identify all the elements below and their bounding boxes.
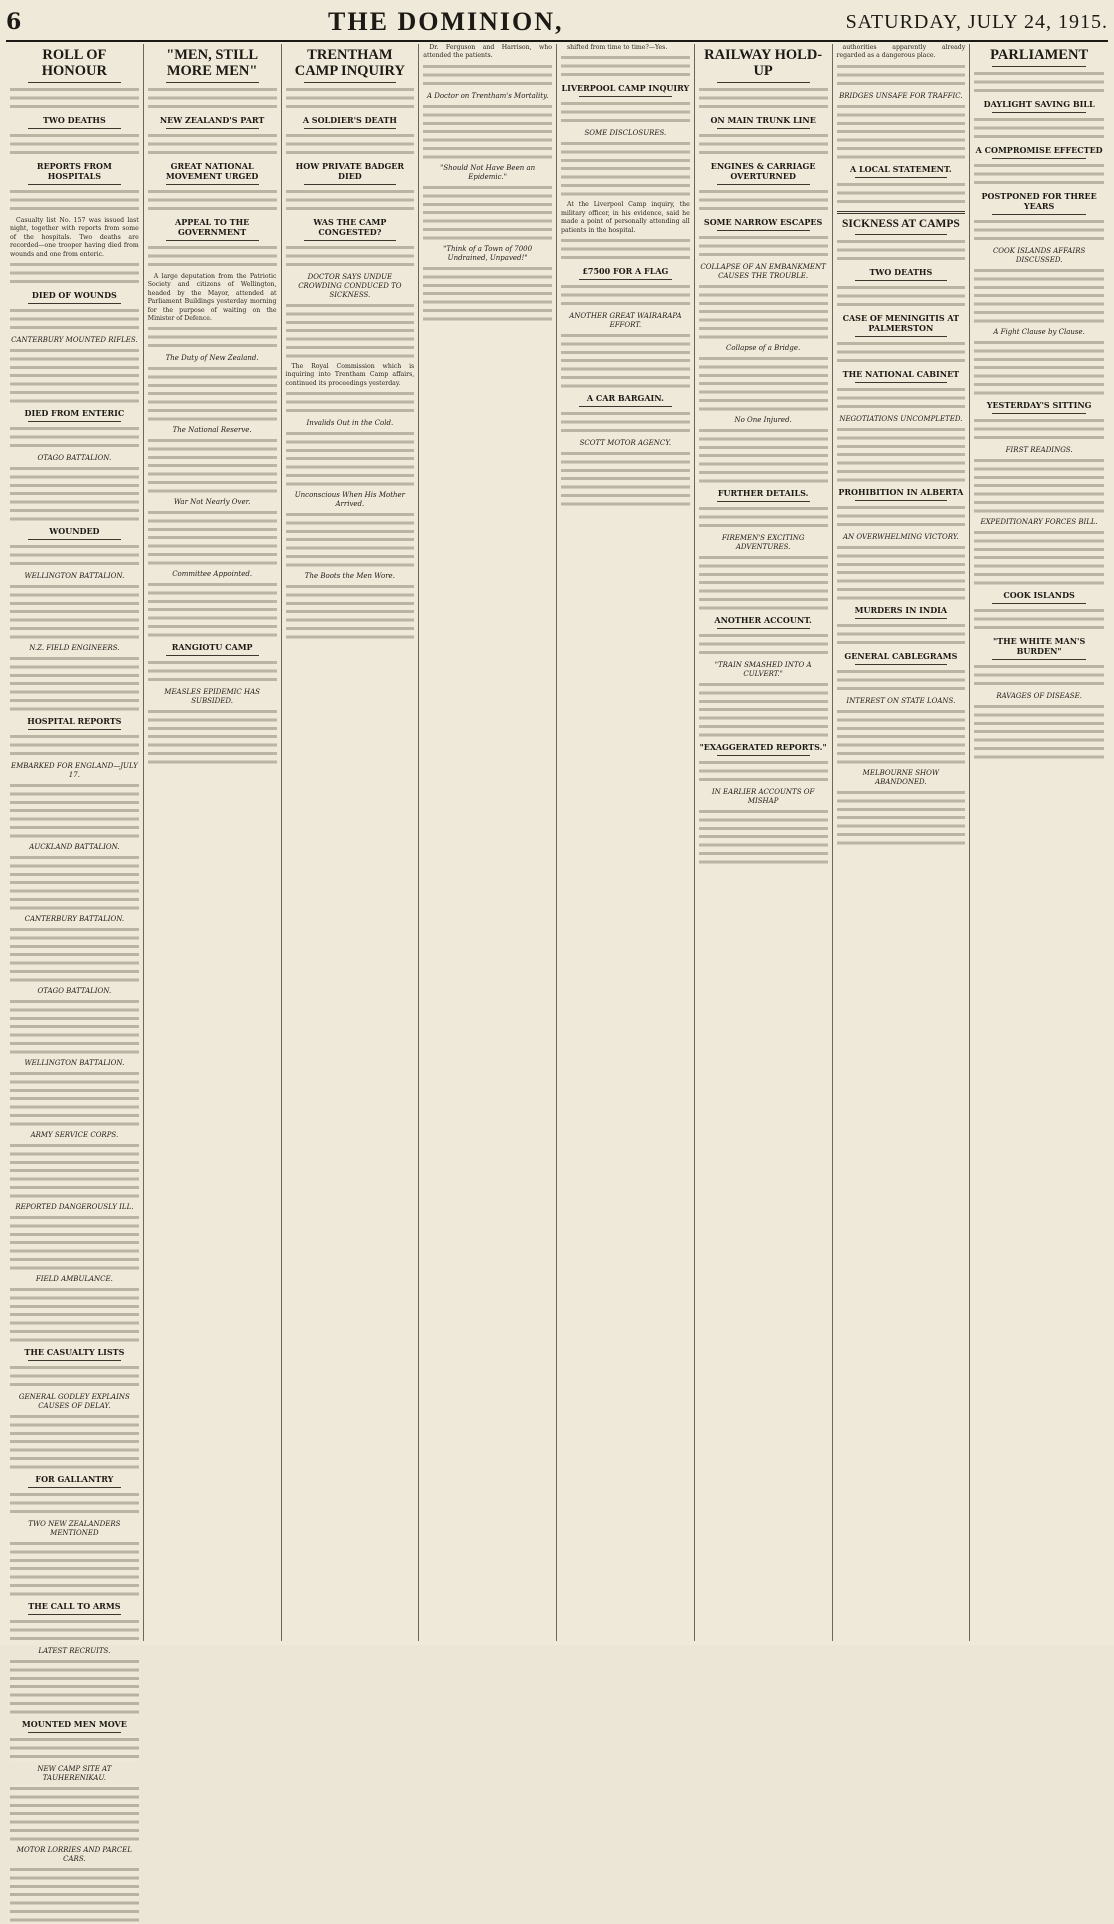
heading-rule	[304, 82, 397, 83]
body-type-texture	[10, 261, 139, 287]
heading-rule	[166, 82, 259, 83]
heading-rule	[717, 755, 810, 756]
body-type-texture	[10, 854, 139, 912]
heading-rule	[717, 128, 810, 129]
body-type-texture	[286, 302, 415, 360]
section-heading: OTAGO BATTALION.	[37, 987, 112, 996]
body-type-texture	[837, 504, 966, 530]
section-heading: OTAGO BATTALION.	[37, 454, 112, 463]
heading-rule	[992, 214, 1086, 215]
section-heading: ARMY SERVICE CORPS.	[30, 1131, 119, 1140]
section-heading: RAVAGES OF DISEASE.	[996, 692, 1082, 700]
body-type-texture	[837, 63, 966, 89]
body-type-texture	[10, 1142, 139, 1200]
heading-rule	[855, 382, 948, 383]
section-heading: MEASLES EPIDEMIC HAS SUBSIDED.	[164, 688, 260, 706]
section-heading: FIRST READINGS.	[1005, 446, 1073, 454]
heading-rule	[579, 96, 672, 97]
page-number: 6	[6, 9, 22, 35]
heading-rule	[992, 413, 1086, 414]
article-text: A large deputation from the Patriotic Society and citizens of Wellington, headed by the Mayor, attended at Parliament Buildings yesterday morning for the purpose of waiting on the Minister of Defence.	[147, 273, 277, 323]
body-type-texture	[423, 265, 552, 323]
section-heading: War Not Nearly Over.	[173, 498, 251, 507]
subheadline: DIED FROM ENTERIC	[24, 408, 125, 419]
headline: "MEN, STILL MORE MEN"	[166, 47, 259, 79]
heading-rule	[992, 659, 1086, 660]
section-heading: The Boots the Men Wore.	[304, 572, 395, 581]
heading-rule	[166, 240, 259, 241]
subheadline: FOR GALLANTRY	[35, 1474, 114, 1485]
body-type-texture	[10, 465, 139, 523]
body-type-texture	[974, 417, 1104, 443]
subheadline: APPEAL TO THE GOVERNMENT	[174, 217, 250, 237]
section-heading: MOTOR LORRIES AND PARCEL CARS.	[16, 1846, 132, 1864]
body-type-texture	[974, 703, 1104, 761]
subheadline: WAS THE CAMP CONGESTED?	[313, 217, 387, 237]
subheadline: FURTHER DETAILS.	[717, 488, 809, 498]
section-heading: LATEST RECRUITS.	[38, 1647, 111, 1656]
body-type-texture	[974, 457, 1104, 515]
body-type-texture	[837, 544, 966, 602]
article-text: Casualty list No. 157 was issued last night, together with reports from some of the hospitals. Two deaths are recorded—one trooper having died from wounds and one from enteric.	[10, 217, 139, 258]
section-heading: SCOTT MOTOR AGENCY.	[579, 439, 672, 448]
body-type-texture	[148, 659, 277, 685]
body-type-texture	[10, 1736, 139, 1762]
section-heading: N.Z. FIELD ENGINEERS.	[29, 644, 120, 653]
body-type-texture	[148, 132, 277, 158]
section-heading: IN EARLIER ACCOUNTS OF MISHAP	[711, 788, 815, 805]
section-heading: AUCKLAND BATTALION.	[29, 843, 120, 852]
body-type-texture	[10, 583, 139, 641]
headline: SICKNESS AT CAMPS	[841, 217, 960, 230]
subheadline: WOUNDED	[49, 526, 100, 537]
heading-rule	[28, 184, 121, 185]
body-type-texture	[148, 708, 277, 766]
section-heading: REPORTED DANGEROUSLY ILL.	[15, 1203, 134, 1212]
subheadline: YESTERDAY'S SITTING	[986, 400, 1092, 410]
section-heading: "TRAIN SMASHED INTO A CULVERT."	[714, 661, 812, 678]
body-type-texture	[837, 181, 966, 207]
body-type-texture	[10, 1866, 139, 1924]
article-text: shifted from time to time?—Yes.	[567, 44, 668, 51]
body-type-texture	[10, 1413, 139, 1471]
subheadline: HOW PRIVATE BADGER DIED	[295, 161, 405, 181]
subheadline: "THE WHITE MAN'S BURDEN"	[992, 636, 1086, 656]
subheadline: DAYLIGHT SAVING BILL	[983, 99, 1095, 109]
section-heading: GENERAL GODLEY EXPLAINS CAUSES OF DELAY.	[18, 1393, 130, 1411]
body-type-texture	[837, 708, 966, 766]
subheadline: THE CALL TO ARMS	[28, 1601, 121, 1612]
section-heading: "Should Not Have Been an Epidemic."	[440, 163, 536, 181]
body-type-texture	[699, 632, 828, 658]
heading-rule	[28, 729, 121, 730]
body-type-texture	[148, 581, 277, 639]
body-type-texture	[974, 218, 1104, 244]
subheadline: MURDERS IN INDIA	[854, 604, 948, 615]
subheadline: A CAR BARGAIN.	[586, 393, 664, 404]
body-type-texture	[10, 188, 139, 214]
headline: TRENTHAM CAMP INQUIRY	[294, 47, 405, 79]
heading-rule	[166, 184, 259, 185]
body-type-texture	[10, 1070, 139, 1128]
section-heading: ANOTHER GREAT WAIRARAPA EFFORT.	[569, 312, 682, 330]
body-type-texture	[10, 347, 139, 405]
body-type-texture	[286, 244, 415, 270]
body-type-texture	[286, 188, 415, 214]
body-type-texture	[148, 188, 277, 214]
body-type-texture	[699, 808, 828, 866]
body-type-texture	[699, 681, 828, 739]
heading-rule	[28, 1360, 121, 1361]
body-type-texture	[10, 307, 139, 333]
section-heading: A Fight Clause by Clause.	[993, 328, 1085, 336]
subheadline: REPORTS FROM HOSPITALS	[36, 161, 112, 181]
heading-rule	[579, 406, 672, 407]
section-heading: COOK ISLANDS AFFAIRS DISCUSSED.	[992, 247, 1086, 264]
body-type-texture	[561, 410, 690, 436]
body-type-texture	[974, 607, 1104, 633]
heading-rule	[992, 158, 1086, 159]
issue-date: SATURDAY, JULY 24, 1915.	[845, 10, 1108, 33]
section-heading: Invalids Out in the Cold.	[306, 419, 394, 428]
section-heading: The Duty of New Zealand.	[165, 354, 259, 363]
body-type-texture	[837, 238, 966, 264]
subheadline: RANGIOTU CAMP	[171, 642, 253, 653]
subheadline: "EXAGGERATED REPORTS."	[699, 742, 827, 752]
body-type-texture	[699, 355, 828, 413]
column-8	[970, 44, 1108, 1641]
body-type-texture	[699, 759, 828, 785]
column-2	[144, 44, 282, 1641]
subheadline: SOME NARROW ESCAPES	[703, 217, 823, 227]
heading-rule	[28, 1732, 121, 1733]
subheadline: TWO DEATHS	[42, 115, 106, 125]
body-type-texture	[10, 998, 139, 1056]
column-3	[282, 44, 420, 1641]
heading-rule	[166, 655, 259, 656]
section-heading: CANTERBURY MOUNTED RIFLES.	[11, 336, 138, 345]
subheadline: A LOCAL STATEMENT.	[850, 163, 952, 174]
body-type-texture	[286, 583, 415, 641]
section-heading: Collapse of a Bridge.	[726, 344, 801, 352]
section-heading: BRIDGES UNSAFE FOR TRAFFIC.	[839, 91, 963, 100]
subheadline: ENGINES & CARRIAGE OVERTURNED	[710, 161, 816, 181]
body-type-texture	[837, 284, 966, 310]
body-type-texture	[974, 116, 1104, 142]
section-heading: FIELD AMBULANCE.	[35, 1275, 113, 1284]
section-heading: No One Injured.	[734, 416, 792, 424]
body-type-texture	[10, 1214, 139, 1272]
heading-rule	[992, 112, 1086, 113]
section-heading: A Doctor on Trentham's Mortality.	[426, 91, 549, 100]
subheadline: GENERAL CABLEGRAMS	[844, 650, 958, 661]
heading-rule	[28, 421, 121, 422]
body-type-texture	[10, 1785, 139, 1843]
body-type-texture	[10, 926, 139, 984]
body-type-texture	[423, 103, 552, 161]
headline: PARLIAMENT	[990, 47, 1089, 63]
body-type-texture	[10, 1491, 139, 1517]
heading-rule	[28, 1487, 121, 1488]
article-text: Dr. Ferguson and Harrison, who attended the patients.	[423, 44, 552, 60]
body-type-texture	[699, 283, 828, 341]
heading-rule	[166, 128, 259, 129]
heading-rule	[717, 501, 810, 502]
heading-rule	[855, 280, 948, 281]
section-heading: The National Reserve.	[172, 426, 252, 435]
body-type-texture	[837, 103, 966, 161]
subheadline: POSTPONED FOR THREE YEARS	[981, 191, 1097, 211]
column-1	[6, 44, 144, 1864]
body-type-texture	[561, 237, 690, 263]
heading-rule	[992, 603, 1086, 604]
body-type-texture	[10, 132, 139, 158]
heading-rule	[855, 177, 948, 178]
body-type-texture	[10, 733, 139, 759]
section-heading: WELLINGTON BATTALION.	[24, 1059, 125, 1068]
body-type-texture	[561, 332, 690, 390]
body-type-texture	[10, 1658, 139, 1716]
section-heading: DOCTOR SAYS UNDUE CROWDING CONDUCED TO SICKNESS.	[298, 273, 402, 299]
section-heading: TWO NEW ZEALANDERS MENTIONED	[28, 1520, 121, 1538]
body-type-texture	[148, 437, 277, 495]
body-type-texture	[699, 234, 828, 260]
heading-rule	[717, 82, 810, 83]
section-heading: WELLINGTON BATTALION.	[24, 572, 125, 581]
headline: RAILWAY HOLD-UP	[704, 47, 823, 79]
subheadline: COOK ISLANDS	[1003, 590, 1075, 600]
body-type-texture	[423, 184, 552, 242]
subheadline: A COMPROMISE EFFECTED	[975, 145, 1103, 155]
section-heading: COLLAPSE OF AN EMBANKMENT CAUSES THE TROUBLE.	[700, 263, 826, 280]
section-heading: Unconscious When His Mother Arrived.	[294, 491, 406, 509]
body-type-texture	[561, 450, 690, 508]
section-heading: Committee Appointed.	[172, 570, 253, 579]
heading-rule	[28, 82, 121, 83]
heading-rule	[579, 279, 672, 280]
heading-rule	[28, 128, 121, 129]
body-type-texture	[974, 339, 1104, 397]
body-type-texture	[699, 132, 828, 158]
body-type-texture	[10, 1364, 139, 1390]
section-heading: EMBARKED FOR ENGLAND—JULY 17.	[10, 762, 138, 780]
subheadline: TWO DEATHS	[869, 266, 933, 277]
subheadline: £7500 FOR A FLAG	[582, 266, 669, 277]
column-rule	[837, 211, 966, 214]
heading-rule	[304, 128, 397, 129]
heading-rule	[717, 230, 810, 231]
subheadline: ON MAIN TRUNK LINE	[710, 115, 816, 125]
body-type-texture	[561, 140, 690, 198]
body-type-texture	[837, 789, 966, 847]
body-type-texture	[286, 86, 415, 112]
body-type-texture	[10, 86, 139, 112]
body-type-texture	[148, 509, 277, 567]
heading-rule	[855, 664, 948, 665]
subheadline: LIVERPOOL CAMP INQUIRY	[561, 83, 690, 94]
body-type-texture	[148, 86, 277, 112]
heading-rule	[717, 628, 810, 629]
heading-rule	[304, 240, 397, 241]
body-type-texture	[974, 267, 1104, 325]
body-type-texture	[10, 1618, 139, 1644]
body-type-texture	[699, 427, 828, 485]
body-type-texture	[286, 132, 415, 158]
body-type-texture	[974, 663, 1104, 689]
subheadline: MOUNTED MEN MOVE	[21, 1719, 127, 1730]
column-container	[6, 44, 1108, 1864]
body-type-texture	[10, 655, 139, 713]
heading-rule	[28, 303, 121, 304]
heading-rule	[855, 234, 948, 235]
section-heading: NEGOTIATIONS UNCOMPLETED.	[839, 414, 963, 423]
body-type-texture	[974, 529, 1104, 587]
heading-rule	[855, 618, 948, 619]
heading-rule	[855, 500, 948, 501]
section-heading: NEW CAMP SITE AT TAUHERENIKAU.	[37, 1765, 112, 1783]
column-7	[833, 44, 971, 1641]
section-heading: EXPEDITIONARY FORCES BILL.	[980, 518, 1098, 526]
heading-rule	[717, 184, 810, 185]
article-text: At the Liverpool Camp inquiry, the military officer, in his evidence, said he made a point of personally attending all patients in the hospital.	[561, 201, 690, 234]
column-4	[419, 44, 557, 1641]
body-type-texture	[561, 283, 690, 309]
body-type-texture	[148, 365, 277, 423]
body-type-texture	[10, 425, 139, 451]
heading-rule	[992, 66, 1086, 67]
body-type-texture	[561, 54, 690, 80]
heading-rule	[304, 184, 397, 185]
heading-rule	[28, 1614, 121, 1615]
section-heading: "Think of a Town of 7000 Undrained, Unpaved!"	[443, 244, 533, 262]
body-type-texture	[10, 782, 139, 840]
section-heading: INTEREST ON STATE LOANS.	[846, 696, 956, 705]
body-type-texture	[837, 622, 966, 648]
subheadline: ANOTHER ACCOUNT.	[714, 615, 812, 625]
heading-rule	[28, 539, 121, 540]
section-heading: FIREMEN'S EXCITING ADVENTURES.	[721, 534, 805, 551]
subheadline: PROHIBITION IN ALBERTA	[838, 486, 964, 497]
body-type-texture	[974, 162, 1104, 188]
subheadline: THE NATIONAL CABINET	[842, 368, 960, 379]
subheadline: DIED OF WOUNDS	[31, 290, 117, 301]
body-type-texture	[699, 188, 828, 214]
body-type-texture	[699, 554, 828, 612]
body-type-texture	[10, 543, 139, 569]
body-type-texture	[837, 386, 966, 412]
body-type-texture	[837, 426, 966, 484]
body-type-texture	[974, 70, 1104, 96]
body-type-texture	[561, 100, 690, 126]
subheadline: THE CASUALTY LISTS	[24, 1347, 125, 1358]
column-6	[695, 44, 833, 1641]
subheadline: A SOLDIER'S DEATH	[302, 115, 397, 125]
body-type-texture	[148, 325, 277, 351]
article-text: The Royal Commission which is inquiring into Trentham Camp affairs, continued its proceedings yesterday.	[285, 363, 415, 387]
body-type-texture	[286, 390, 415, 416]
body-type-texture	[699, 86, 828, 112]
body-type-texture	[423, 63, 552, 89]
body-type-texture	[148, 244, 277, 270]
body-type-texture	[837, 668, 966, 694]
body-type-texture	[286, 511, 415, 569]
subheadline: HOSPITAL REPORTS	[27, 716, 122, 727]
column-5	[557, 44, 695, 1641]
body-type-texture	[699, 505, 828, 531]
section-heading: AN OVERWHELMING VICTORY.	[842, 532, 959, 541]
section-heading: SOME DISCLOSURES.	[584, 129, 667, 138]
body-type-texture	[10, 1540, 139, 1598]
subheadline: NEW ZEALAND'S PART	[159, 115, 265, 125]
newspaper-title: THE DOMINION,	[328, 7, 564, 36]
masthead	[6, 4, 1108, 42]
section-heading: MELBOURNE SHOW ABANDONED.	[862, 768, 940, 786]
body-type-texture	[837, 340, 966, 366]
body-type-texture	[286, 430, 415, 488]
article-text: authorities apparently already regarded as a dangerous place.	[836, 44, 966, 60]
subheadline: CASE OF MENINGITIS AT PALMERSTON	[842, 312, 960, 333]
subheadline: GREAT NATIONAL MOVEMENT URGED	[165, 161, 259, 181]
heading-rule	[855, 336, 948, 337]
section-heading: CANTERBURY BATTALION.	[24, 915, 125, 924]
headline: ROLL OF HONOUR	[41, 47, 107, 79]
body-type-texture	[10, 1286, 139, 1344]
